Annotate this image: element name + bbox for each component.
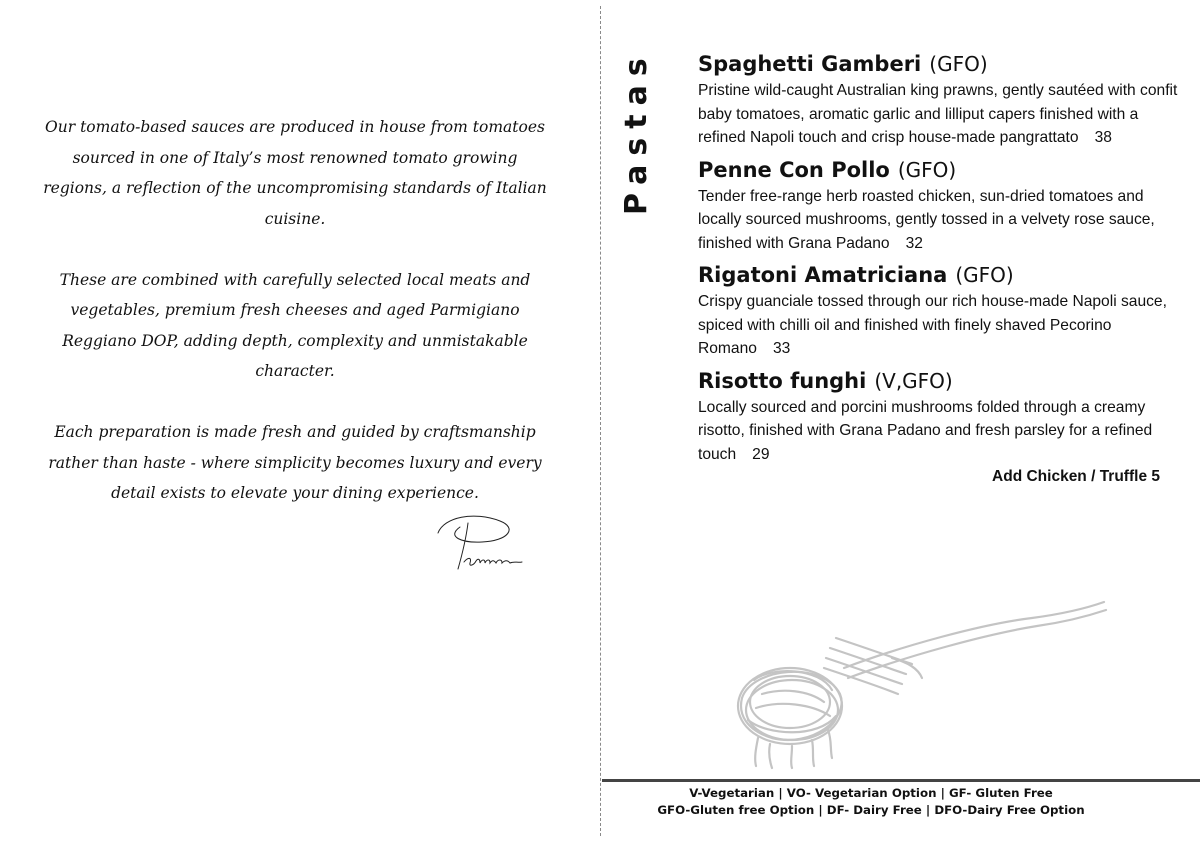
pasta-menu [698,50,1188,486]
item-description-row [698,396,1188,467]
intro-paragraph: Each preparation is made fresh and guided by craftsmanship rather than haste - where simplicity becomes luxury and every detail exists to elevate your dining experience. [48,423,542,502]
item-description-row [698,185,1188,256]
item-description: Pristine wild-caught Australian king prawns, gently sautéed with confit baby tomatoes, aromatic garlic and lilliput capers finished with a refined Napoli touch and crisp house-made pangrattato [698,82,1178,146]
page-divider [600,6,601,836]
item-price: 29 [752,445,770,463]
item-tag: (GFO) [955,263,1014,287]
intro-paragraph: These are combined with carefully selected local meats and vegetables, premium fresh cheeses and aged Parmigiano Reggiano DOP, adding depth, complexity and unmistakable character. [59,270,531,380]
legend-line: GFO-Gluten free Option | DF- Dairy Free | DFO-Dairy Free Option [657,803,1085,817]
item-name: Rigatoni Amatriciana [698,263,948,287]
item-name-row [698,367,1188,396]
item-price: 38 [1094,129,1112,146]
item-price: 32 [905,234,923,252]
menu-item [698,261,1188,361]
section-title: Pastas [619,49,654,215]
intro-paragraph: Our tomato-based sauces are produced in house from tomatoes sourced in one of Italy’s most renowned tomato growing regions, a reflection of the uncompromising standards of Italian cuisine. [43,118,547,228]
item-tag: (V,GFO) [874,368,953,393]
addon-note: Add Chicken / Truffle 5 [992,468,1160,485]
fork-with-spaghetti-icon [732,598,1112,770]
item-name-row [698,261,1188,290]
dietary-legend [602,785,1140,819]
item-name: Spaghetti Gamberi [698,52,922,76]
item-description: Tender free-range herb roasted chicken, sun-dried tomatoes and locally sourced mushrooms, gently tossed in a velvety rose sauce, finished with Grana Padano [698,187,1155,252]
menu-item [698,156,1188,256]
item-description: Crispy guanciale tossed through our rich house-made Napoli sauce, spiced with chilli oil and finished with finely shaved Pecorino Romano [698,293,1167,357]
item-description-row [698,79,1188,150]
intro-text [40,112,550,539]
item-name: Risotto funghi [698,368,867,393]
item-name-row [698,156,1188,185]
item-description-row [698,290,1188,361]
item-tag: (GFO) [929,52,988,76]
item-tag: (GFO) [897,157,957,182]
item-description: Locally sourced and porcini mushrooms folded through a creamy risotto, finished with Grana Padano and fresh parsley for a refined touch [698,398,1153,463]
legend-line: V-Vegetarian | VO- Vegetarian Option | GF- Gluten Free [689,786,1053,800]
item-price: 33 [772,340,791,357]
signature-icon [430,513,530,573]
legend-divider [602,779,1200,782]
menu-item [698,50,1188,150]
item-name: Penne Con Pollo [698,157,890,182]
item-name-row [698,50,1188,79]
menu-item [698,367,1188,467]
